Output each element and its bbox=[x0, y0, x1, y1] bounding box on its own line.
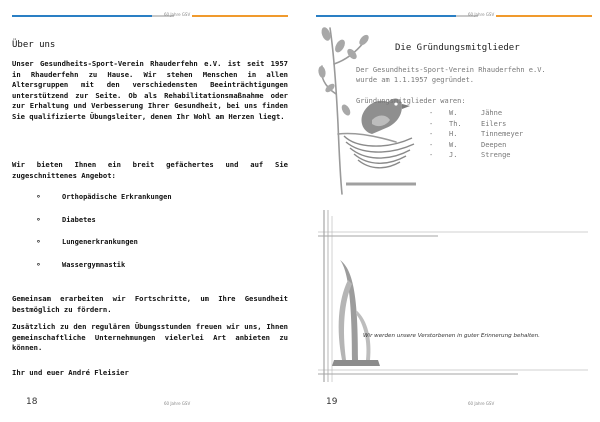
header-stripe-left bbox=[12, 15, 288, 18]
signature: Ihr und euer André Fleisier bbox=[12, 368, 129, 377]
offer-paragraph: Wir bieten Ihnen ein breit gefächertes und auf Sie zugeschnittenes Angebot: bbox=[12, 160, 288, 180]
memorial-text: Wir werden unsere Verstorbenen in guter Erinnerung behalten. bbox=[363, 333, 540, 339]
founders-label: Gründungsmitglieder waren: bbox=[356, 97, 466, 105]
intro-paragraph: Unser Gesundheits-Sport-Verein Rhauderfehn e.V. ist seit 1957 in Rhauderfehn zu Hause. Wir stehen Menschen in allen Altersgruppen mit den verschiedensten Beeinträchtigungen unterstützend zur Seite. Ob als Rehabilitationsmaßnahme oder zur Erhaltung und Verbesserung Ihrer Gesundheit, bei uns finden Sie qualifizierte Übungsleiter, denen Ihr Wohl am Herzen liegt. bbox=[12, 59, 288, 121]
list-item: - Th. Eilers bbox=[429, 120, 523, 131]
header-label: 60 Jahre GSV bbox=[468, 12, 495, 17]
founding-text-line1: Der Gesundheits-Sport-Verein Rhauderfehn e.V. bbox=[356, 66, 546, 74]
progress-paragraph: Gemeinsam erarbeiten wir Fortschritte, um Ihre Gesundheit bestmöglich zu fördern. bbox=[12, 294, 288, 314]
founders-list bbox=[429, 109, 523, 162]
memorial-frame-ornament bbox=[318, 210, 588, 385]
list-item: ∘ Diabetes bbox=[36, 216, 172, 239]
page-number: 18 bbox=[26, 397, 38, 407]
offer-list bbox=[36, 193, 172, 283]
list-item: ∘ Orthopädische Erkrankungen bbox=[36, 193, 172, 216]
footer-label: 60 Jahre GSV bbox=[468, 401, 495, 406]
page-number: 19 bbox=[326, 397, 338, 407]
list-item: ∘ Wassergymnastik bbox=[36, 261, 172, 284]
footer-label: 60 Jahre GSV bbox=[164, 401, 191, 406]
footer-stripe-left bbox=[12, 403, 288, 406]
activities-paragraph: Zusätzlich zu den regulären Übungsstunden freuen wir uns, Ihnen gemeinschaftliche Unternehmungen vielerlei Art anbieten zu können. bbox=[12, 322, 288, 353]
founding-text-line2: wurde am 1.1.1957 gegründet. bbox=[356, 76, 475, 84]
list-item: - W. Jähne bbox=[429, 109, 523, 120]
list-item: - H. Tinnemeyer bbox=[429, 130, 523, 141]
list-item: ∘ Lungenerkrankungen bbox=[36, 238, 172, 261]
header-label: 60 Jahre GSV bbox=[164, 12, 191, 17]
list-item: - J. Strenge bbox=[429, 151, 523, 162]
right-page bbox=[300, 0, 600, 422]
list-item: - W. Deepen bbox=[429, 141, 523, 152]
founders-title: Die Gründungsmitglieder bbox=[395, 43, 520, 53]
header-stripe-right bbox=[316, 15, 592, 18]
footer-stripe-right bbox=[316, 403, 592, 406]
page-heading: Über uns bbox=[12, 40, 56, 50]
